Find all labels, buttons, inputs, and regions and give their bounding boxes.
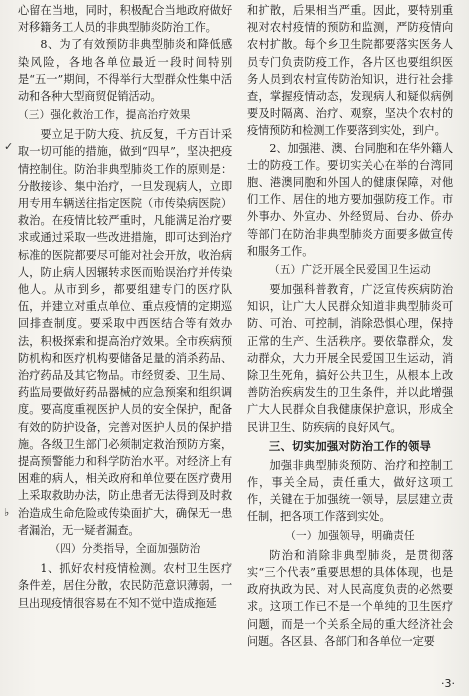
section-heading: （一）加强领导，明确责任 [285,529,415,542]
section-heading: （五）广泛开展全民爱国卫生运动 [269,264,431,277]
chapter-heading: 三、切实加强对防治工作的领导 [268,438,432,453]
paragraph: 加强非典型肺炎预防、治疗和控制工作，事关全局，责任重大，做好这项工作，关键在于加强统一领导，层层建立责任制，把各项工作落到实处。 [247,458,453,524]
page-number: ·3· [441,677,455,690]
paragraph: 要立足于防大疫、抗反复，千方百计采取一切可能的措施，做到“四早”，坚决把疫情控制住。防治非典型肺炎工作的原则是：分散接诊、集中治疗，一旦发现病人，立即用专用车辆送往指定医院（市传染病医院）救治。在疫情比较严重时，凡能满足治疗要求或通过采取一些改进措施，即可达到治疗标准的医院都要尽可能对社会开放，收治病人，防止病人因辗转求医而贻误治疗并传染他人。从市到乡，都要组建专门的医疗队伍，并建立对重点单位、重点疫情的定期巡回排查制度。要采取中西医结合等有效办法，积极探索和提高治疗效果。全市疾病预防机构和医疗机构要储备足量的消杀药品、治疗药品及其它物品。市经贸委、卫生局、药监局要做好药品器械的应急预案和组织调度。要高度重视医护人员的安全保护，配备有效的防护设备，完善对医护人员的保护措施。各级卫生部门必须制定救治预防方案，提高预警能力和科学防治水平。对经济上有困难的病人，相关政府和单位要在医疗费用上采取救助办法，防止患者无法得到及时救治造成生命危险或传染面扩大，确保无一患者漏治，无一疑者漏查。 [18,128,232,537]
right-column [247,2,453,650]
paragraph: 防治和消除非典型肺炎，是贯彻落实“三个代表”重要思想的具体体现，也是政府执政为民、对人民高度负责的必然要求。这项工作已不是一个单纯的卫生医疗问题，而是一个关系全局的重大经济社会问题。各区县、各部门和各单位一定要 [247,548,453,648]
paragraph: 和扩散，后果相当严重。因此，要特别重视对农村疫情的预防和监测，严防疫情向农村扩散。每个乡卫生院都要落实医务人员专门负责防疫工作，各片区也要组织医务人员到农村宣传防治知识，进行社会排查，掌握疫情动态，发现病人和疑似病例要及时隔离、治疗、观察，坚决个农村的疫情预防和检测工作要落到实处，到户。 [247,4,453,138]
paragraph: 2、加强港、澳、台同胞和在华外籍人士的防疫工作。要切实关心在举的台湾同胞、港澳同胞和外国人的健康保障，对他们工作、居住的地方要加强防疫工作。市外事办、外宣办、外经贸局、台办、侨办等部门在防治非典型肺炎方面要多做宣传和服务工作。 [247,141,453,258]
paragraph: 1、抓好农村疫情检测。农村卫生医疗条件差，居住分散，农民防范意识薄弱，一旦出现疫情很容易在不知不觉中造成拖延 [18,562,232,610]
margin-mark: ♭ [4,506,10,519]
paragraph: 8、为了有效预防非典型肺炎和降低感染风险，各地各单位最近一段时间特别是“五一”期间，不得举行大型群众性集中活动和各种大型商贸促销活动。 [18,38,232,104]
margin-mark: ✓ [4,140,14,153]
section-heading: （四）分类指导，全面加强防治 [49,543,201,556]
left-column [18,2,232,612]
paragraph: 要加强科普教育，广泛宣传疾病防治知识，让广大人民群众知道非典型肺炎可防、可治、可控制，消除恐惧心理，保持正常的生产、生活秩序。要依靠群众，发动群众，大力开展全民爱国卫生运动，消除卫生死角，搞好公共卫生，从根本上改善防治疾病发生的卫生条件，并以此增强广大人民群众自我健康保护意识，形成全民讲卫生、防疾病的良好风气。 [247,283,453,434]
paragraph: 心留在当地，同时，积极配合当地政府做好对移籍务工人员的非典型肺炎防治工作。 [18,4,232,35]
section-heading: （三）强化救治工作，提高治疗效果 [18,109,191,122]
